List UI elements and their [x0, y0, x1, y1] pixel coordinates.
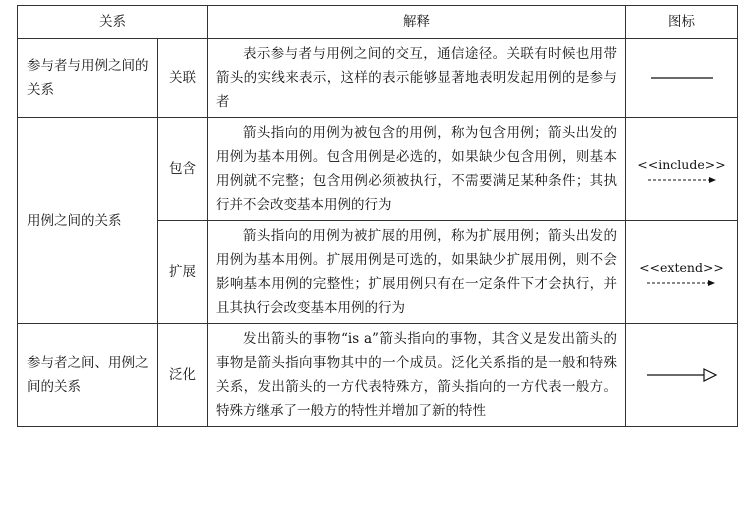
type-cell: 关联: [158, 39, 208, 118]
solid-line-icon: [650, 75, 714, 81]
description-cell: 箭头指向的用例为被包含的用例，称为包含用例；箭头出发的用例为基本用例。包含用例是必选的，如果缺少包含用例，则基本用例就不完整；包含用例必须被执行，不需要满足某种条件；其执行并不会改变基本用例的行为: [208, 118, 626, 221]
table-row-generalization: [18, 324, 738, 427]
header-icon: 图标: [626, 6, 738, 39]
type-cell: 扩展: [158, 221, 208, 324]
dashed-arrow-icon: [646, 278, 716, 288]
header-relation: 关系: [18, 6, 208, 39]
description-cell: 箭头指向的用例为被扩展的用例，称为扩展用例；箭头出发的用例为基本用例。扩展用例是可选的，如果缺少扩展用例，则不会影响基本用例的完整性；扩展用例只有在一定条件下才会执行，并且其执行会改变基本用例的行为: [208, 221, 626, 324]
table-row-association: [18, 39, 738, 118]
type-cell: 包含: [158, 118, 208, 221]
category-cell: 用例之间的关系: [18, 118, 158, 324]
icon-cell: [626, 221, 738, 324]
category-cell: 参与者与用例之间的关系: [18, 39, 158, 118]
stereotype-label: <<include>>: [637, 157, 726, 172]
icon-cell: [626, 324, 738, 427]
table-row-include: [18, 118, 738, 221]
icon-cell: [626, 118, 738, 221]
dashed-arrow-icon: [647, 175, 717, 185]
description-cell: 表示参与者与用例之间的交互，通信途径。关联有时候也用带箭头的实线来表示，这样的表示能够显著地表明发起用例的是参与者: [208, 39, 626, 118]
header-explanation: 解释: [208, 6, 626, 39]
stereotype-label: <<extend>>: [639, 260, 724, 275]
header-row: [18, 6, 738, 39]
uml-relationship-table: [17, 5, 738, 427]
icon-cell: [626, 39, 738, 118]
hollow-triangle-arrow-icon: [646, 368, 718, 382]
category-cell: 参与者之间、用例之间的关系: [18, 324, 158, 427]
type-cell: 泛化: [158, 324, 208, 427]
description-cell: 发出箭头的事物“is a”箭头指向的事物，其含义是发出箭头的事物是箭头指向事物其中的一个成员。泛化关系指的是一般和特殊关系，发出箭头的一方代表特殊方，箭头指向的一方代表一般方。特殊方继承了一般方的特性并增加了新的特性: [208, 324, 626, 427]
